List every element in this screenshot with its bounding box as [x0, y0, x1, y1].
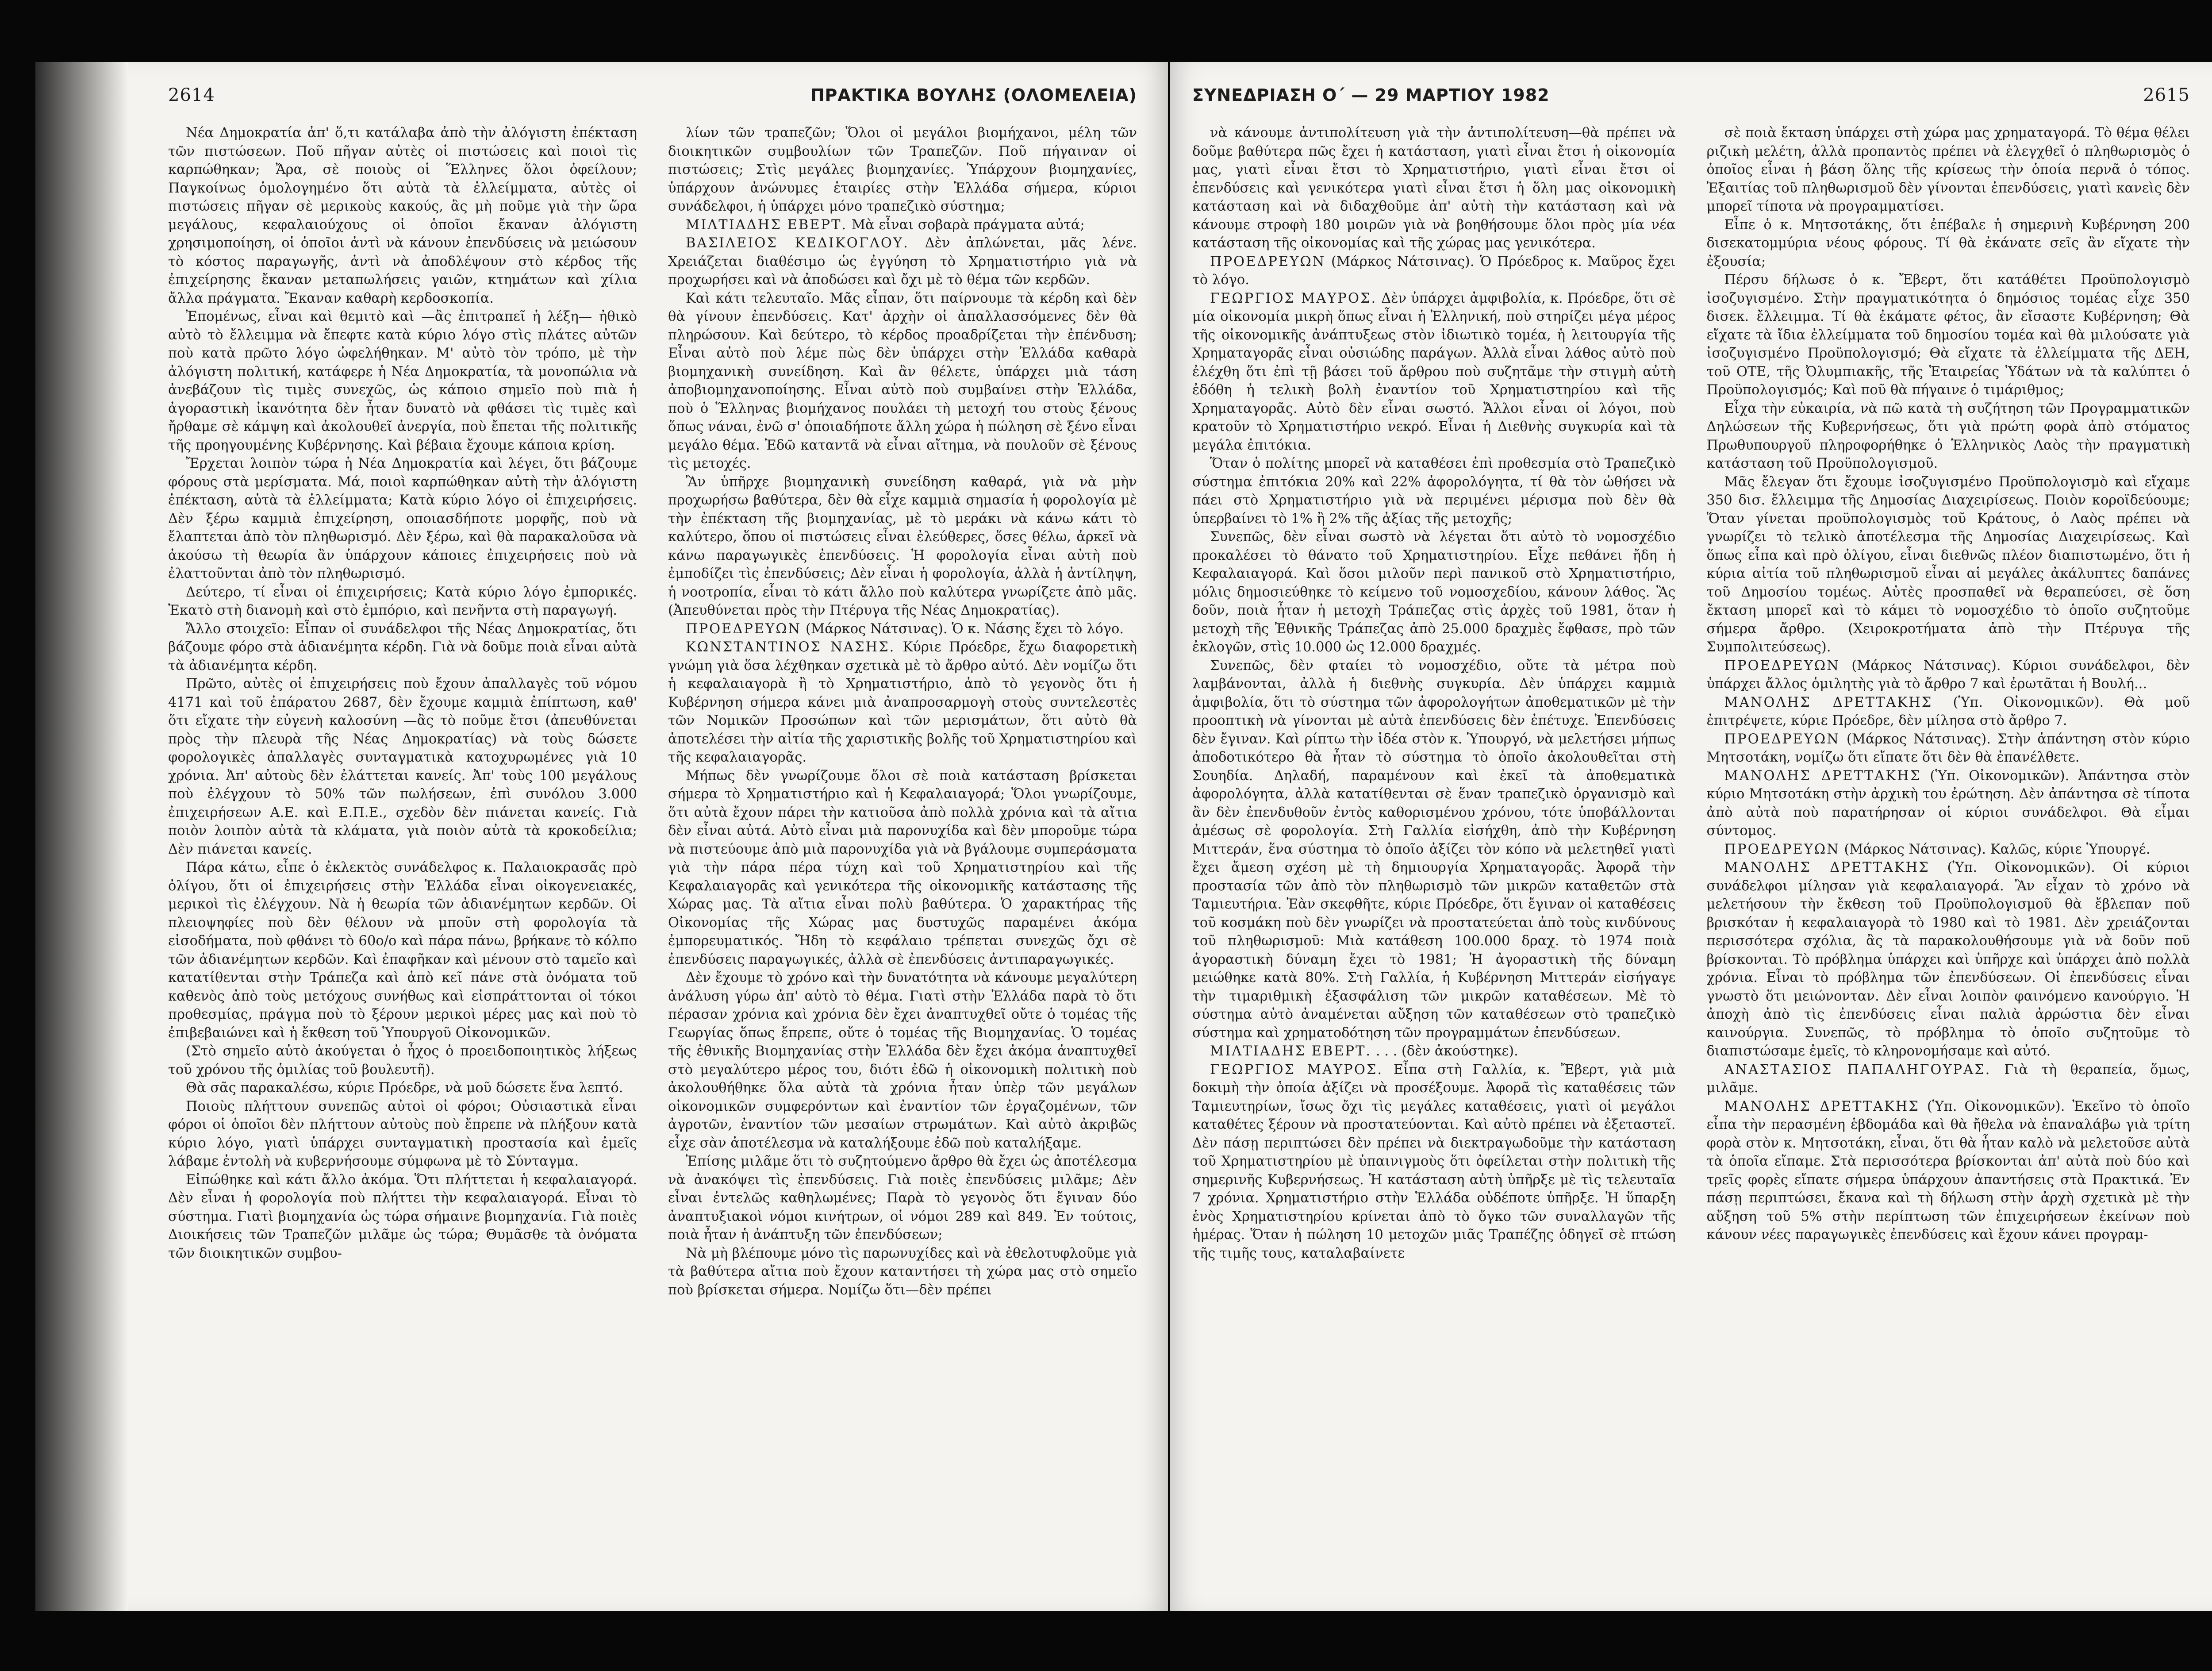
paragraph-text: Καὶ κάτι τελευταῖο. Μᾶς εἶπαν, ὅτι παίρνουμε τὰ κέρδη καὶ δὲν θὰ γίνουν ἐπενδύσεις. Κατ' ἀρχὴν οἱ ἀπαλλασσόμενες δὲν θὰ πληρώσουν. Καὶ δεύτερο, τὸ κέρδος προαδρίζεται τὴν ἐπένδυση; Εἶναι αὐτὸ ποὺ λέμε πὼς δὲν ὑπάρχει στὴν Ἑλλάδα καθαρὰ βιομηχανικὴ συνείδηση. Καὶ ἂν θέλετε, ὑπάρχει μιὰ τάση ἀποβιομηχανοποίησης. Εἶναι αὐτὸ ποὺ συμβαίνει στὴν Ἑλλάδα, ποὺ ὁ Ἕλληνας βιομήχανος πουλάει τὴ μετοχή του στοὺς ξένους ὅπως νάναι, ἐνῶ σ' ὁποιαδήποτε ἄλλη χώρα ἡ πώληση σὲ ξένο εἶναι μεγάλο θέμα. Ἐδῶ καταντᾶ νὰ εἶναι αἴτημα, νὰ πουλοῦν σὲ ξένους τὶς μετοχές.	[668, 290, 1137, 471]
paragraph-text: Εἶπα στὴ Γαλλία, κ. Ἔβερτ, γιὰ μιὰ δοκιμὴ τὴν ὁποία ἀξίζει νὰ προσέξουμε. Ἀφορᾶ τὶς καταθέσεις τῶν Ταμιευτηρίων, ἴσως ὄχι τὶς μεγάλες καταθέσεις, γιατὶ οἱ μεγάλοι καταθέτες ξέρουν νὰ προστατεύονται. Καὶ αὐτὸ πρέπει νὰ ἐξεταστεῖ. Δὲν πάσῃ περιπτώσει δὲν πρέπει νὰ διεκτραγωδοῦμε τὴν κατάσταση τοῦ Χρηματιστηρίου μὲ ὑπαινιγμοὺς ὅτι ὀφείλεται στὴν πολιτικὴ τῆς σημερινῆς Κυβερνήσεως. Ἡ κατάσταση αὐτὴ ὑπῆρξε μὲ τὶς τελευταῖα 7 χρόνια. Χρηματιστήριο στὴν Ἑλλάδα οὐδέποτε ὑπῆρξε. Ἡ ὕπαρξη ἑνὸς Χρηματιστηρίου κρίνεται ἀπὸ τὸ ὄγκο τῶν συναλλαγῶν τῆς ἡμέρας. Ὅταν ἡ πώληση 10 μετοχῶν μιᾶς Τραπέζης ὁδηγεῖ σὲ πτώση τῆς τιμῆς τους, καταλαβαίνετε	[1192, 1062, 1676, 1261]
text-paragraph	[168, 620, 637, 675]
text-paragraph	[1192, 454, 1676, 528]
paragraph-text: σὲ ποιὰ ἔκταση ὑπάρχει στὴ χώρα μας χρηματαγορά. Τὸ θέμα θέλει ριζικὴ μελέτη, ἀλλὰ προπαντὸς πρέπει νὰ ἐλεγχθεῖ ὁ πληθωρισμὸς ὁ ὁποῖος εἶναι ἡ βάση ὅλης τῆς κρίσεως τὴν ὁποία περνᾶ ὁ τόπος. Ἐξαιτίας τοῦ πληθωρισμοῦ δὲν γίνονται ἐπενδύσεις, γιατὶ κανεὶς δὲν μπορεῖ τίποτα νὰ προγραμματίσει.	[1706, 125, 2190, 214]
right-page-running-title: ΣΥΝΕΔΡΙΑΣΗ Ο΄ — 29 ΜΑΡΤΙΟΥ 1982	[1192, 85, 1550, 105]
speaker-paragraph	[1707, 1061, 2190, 1097]
text-paragraph	[168, 583, 637, 620]
paragraph-text: Πρῶτο, αὐτὲς οἱ ἐπιχειρήσεις ποὺ ἔχουν ἀπαλλαγὲς τοῦ νόμου 4171 καὶ τοῦ ἐπάρατου 2687, δὲν ἔχουμε καμμιὰ ἐπίπτωση, καθ' ὅτι εἴχατε τὴν εὐγενὴ καλοσύνη —ἂς τὸ ποῦμε ἔτσι (ἀπευθύνεται πρὸς τὴν πλευρὰ τῆς Νέας Δημοκρατίας) νὰ τοὺς δώσετε φορολογικὲς ἀπαλλαγὲς συνταγματικὰ κατοχυρωμένες γιὰ 10 χρόνια. Ἀπ' αὐτοὺς δὲν ἐλάττεται κανείς. Ἀπ' τοὺς 100 μεγάλους ποὺ ἐλέγχουν τὸ 50% τῶν πωλήσεων, ἐπὶ συνόλου 3.000 ἐπιχειρήσεων Α.Ε. καὶ Ε.Π.Ε., σχεδὸν δὲν πιάνεται κανείς. Γιὰ ποιὸν λοιπὸν αὐτὰ τὰ κλάματα, γιὰ ποιὸν αὐτὰ τὰ κροκοδείλια; Δὲν πιάνεται κανείς.	[168, 676, 637, 857]
text-paragraph	[168, 1097, 637, 1171]
left-page-column-2	[668, 124, 1137, 1575]
paragraph-text: Δὲν ἀπλώνεται, μᾶς λένε. Χρειάζεται διαθέσιμο ὡς ἐγγύηση τὸ Χρηματιστήριο γιὰ νὰ προχωρήσει καὶ νὰ ἀποδώσει καὶ ὄχι μὲ τὸ θέμα τῶν κερδῶν.	[668, 235, 1137, 288]
paragraph-text: . . . (δὲν ἀκούστηκε).	[1375, 1043, 1518, 1059]
text-paragraph	[168, 859, 637, 1042]
right-page-column-2	[1707, 124, 2190, 1575]
speaker-paragraph	[1707, 693, 2190, 730]
text-paragraph	[668, 289, 1137, 473]
paragraph-text: Θὰ σᾶς παρακαλέσω, κύριε Πρόεδρε, νὰ μοῦ δώσετε ἕνα λεπτό.	[186, 1080, 623, 1096]
left-page-column-1	[168, 124, 637, 1575]
text-paragraph	[168, 454, 637, 583]
paragraph-text: Ἐπίσης μιλᾶμε ὅτι τὸ συζητούμενο ἄρθρο θὰ ἔχει ὡς ἀποτέλεσμα νὰ ἀνακόψει τὶς ἐπενδύσεις. Γιὰ ποιὲς ἐπενδύσεις μιλᾶμε; Δὲν εἶναι ἐντελῶς καθηλωμένες; Παρὰ τὸ γεγονὸς ὅτι ἔγιναν δύο ἀναπτυξιακοὶ νόμοι κινήτρων, οἱ νόμοι 289 καὶ 849. Ἐν τούτοις, ποιὰ ἦταν ἡ ἀνάπτυξη τῶν ἐπενδύσεων;	[668, 1154, 1137, 1243]
paragraph-text: Γιὰ τὴ θεραπεία, ὅμως, μιλᾶμε.	[1706, 1062, 2190, 1096]
left-page-running-title: ΠΡΑΚΤΙΚΑ ΒΟΥΛΗΣ (ΟΛΟΜΕΛΕΙΑ)	[810, 85, 1137, 105]
speaker-name: ΠΡΟΕΔΡΕΥΩΝ	[686, 621, 802, 637]
text-paragraph	[168, 1042, 637, 1079]
paragraph-text: Ἔρχεται λοιπὸν τώρα ἡ Νέα Δημοκρατία καὶ λέγει, ὅτι βάζουμε φόρους στὰ μερίσματα. Μά, ποιοὶ καρπώθηκαν αὐτὴ τὴν ἀλόγιστη ἐπέκταση, αὐτὰ τὰ ἐλλείμματα; Κατὰ κύριο λόγο οἱ ἐπιχειρήσεις. Δὲν ξέρω καμμιὰ ἐπιχείρηση, οποιασδήποτε μορφῆς, ποὺ νὰ ἔλαπτεται ἀπὸ τὸν πληθωρισμό. Δὲν ξέρω, καὶ θὰ παρακαλοῦσα νὰ ἀκούσω τὴ θεωρία ἂν ὑπάρχουν κάποιες ἐπιχειρήσεις ποὺ νὰ ἐλαττοῦνται ἀπὸ τὸν πληθωρισμό.	[168, 456, 637, 581]
paragraph-text: Κύριε Πρόεδρε, ἔχω διαφορετικὴ γνώμη γιὰ ὅσα λέχθηκαν σχετικὰ μὲ τὸ ἄρθρο αὐτό. Δὲν νομίζω ὅτι ἡ κεφαλαιαγορὰ ἢ τὸ Χρηματιστήριο, ἀπὸ τὸ γεγονὸς ὅτι ἡ Κυβέρνηση σήμερα κάνει μιὰ ἀναπροσαρμογὴ στοὺς συντελεστὲς τῶν Νομικῶν Προσώπων καὶ τῶν μερισμάτων, ὅτι αὐτὸ θὰ ἀποτελέσει τὴν αἰτία τῆς χαριστικῆς βολῆς τοῦ Χρηματιστηρίου καὶ τῆς κεφαλαιαγορᾶς.	[668, 639, 1137, 765]
text-paragraph	[168, 308, 637, 454]
paragraph-text: Δεύτερο, τί εἶναι οἱ ἐπιχειρήσεις; Κατὰ κύριο λόγο ἐμπορικές. Ἐκατὸ στὴ διανομὴ καὶ στὸ ἐμπόριο, καὶ πενῆντα στὴ παραγωγή.	[168, 584, 637, 618]
speaker-name: ΜΙΛΤΙΑΔΗΣ ΕΒΕΡΤ.	[1210, 1043, 1372, 1059]
speaker-name: ΓΕΩΡΓΙΟΣ ΜΑΥΡΟΣ.	[1210, 1062, 1383, 1078]
speaker-paragraph	[1192, 289, 1676, 455]
paragraph-text: Ὅταν ὁ πολίτης μπορεῖ νὰ καταθέσει ἐπὶ προθεσμία στὸ Τραπεζικὸ σύστημα ἐπιτόκια 20% καὶ 22% ἀφορολόγητα, τί θὰ τὸν ὠθήσει νὰ πάει στὸ Χρηματιστήριο γιὰ νὰ περιμένει μέρισμα ποὺ δὲν θὰ ὑπερβαίνει τὸ 1% ἢ 2% τῆς ἀξίας τῆς μετοχῆς;	[1192, 456, 1676, 527]
speaker-name: ΜΑΝΟΛΗΣ ΔΡΕΤΤΑΚΗΣ	[1724, 768, 1921, 784]
text-paragraph	[1707, 473, 2190, 657]
paragraph-text: Εἰπώθηκε καὶ κάτι ἄλλο ἀκόμα. Ὅτι πλήττεται ἡ κεφαλαιαγορά. Δὲν εἶναι ἡ φορολογία ποὺ πλήττει τὴν κεφαλαιαγορά. Εἶναι τὸ σύστημα. Γιατὶ βιομηχανία ὡς τώρα σήμαινε βιομηχανία. Γιὰ ποιὲς Διοικήσεις τῶν Τραπεζῶν μιλᾶμε ὡς τώρα; Θυμᾶσθε τὰ ὀνόματα τῶν διοικητικῶν συμβου-	[168, 1172, 637, 1261]
paragraph-text: (Στὸ σημεῖο αὐτὸ ἀκούγεται ὁ ἦχος ὁ προειδοποιητικὸς λήξεως τοῦ χρόνου τῆς ὁμιλίας τοῦ βουλευτῆ).	[168, 1043, 637, 1078]
speaker-paragraph	[668, 620, 1137, 639]
speaker-name: ΑΝΑΣΤΑΣΙΟΣ ΠΑΠΑΛΗΓΟΥΡΑΣ.	[1724, 1062, 1991, 1078]
left-page-header	[168, 85, 1137, 112]
text-paragraph	[168, 1079, 637, 1097]
speaker-name: ΚΩΝΣΤΑΝΤΙΝΟΣ ΝΑΣΗΣ.	[686, 639, 895, 655]
left-page-columns	[168, 124, 1137, 1575]
speaker-paragraph	[668, 638, 1137, 767]
text-paragraph	[668, 1244, 1137, 1300]
paragraph-text: Ποιοὺς πλήττουν συνεπῶς αὐτοὶ οἱ φόροι; Οὐσιαστικὰ εἶναι φόροι οἱ ὁποῖοι δὲν πλήττουν αὐτοὺς ποὺ ἔπρεπε νὰ πλήξουν κατὰ κύριο λόγο, γιατὶ ὑπάρχει συνταγματικὴ προστασία καὶ ἐμεῖς λάβαμε ἐντολὴ νὰ κυβερνήσουμε σύμφωνα μὲ τὸ Σύνταγμα.	[168, 1098, 637, 1169]
speaker-paragraph	[668, 216, 1137, 235]
speaker-name: ΜΑΝΟΛΗΣ ΔΡΕΤΤΑΚΗΣ	[1724, 1098, 1920, 1114]
paragraph-text: Πάρα κάτω, εἶπε ὁ ἐκλεκτὸς συνάδελφος κ. Παλαιοκρασᾶς πρὸ ὀλίγου, ὅτι οἱ ἐπιχειρήσεις στὴν Ἑλλάδα εἶναι οἰκογενειακές, μερικοὶ τὶς ἐλέγχουν. Νὰ ἡ θεωρία τῶν ἀδιανέμητων κερδῶν. Οἱ πλειοψηφίες ποὺ δὲν θέλουν νὰ μποῦν στὴ φορολογία τὰ εἰσοδήματα, ποὺ φθάνει τὸ 60ο/ο καὶ πάρα πάνω, βρήκανε τὸ κόλπο τῶν ἀδιανέμητων κερδῶν. Καὶ ἐπαφῆκαν καὶ μένουν στὸ ταμεῖο καὶ κατατίθενται στὴν Τράπεζα καὶ ἀπὸ κεῖ πάνε στὰ ὀνόματα τοῦ καθενὸς ἀπὸ τοὺς μετόχους συνήθως καὶ εἰσπράττονται οἱ τόκοι προθεσμίας, πράγμα ποὺ τὸ ξέρουν μερικοὶ μέρες μας καὶ ποὺ τὸ ἐπιβεβαιώνει καὶ ἡ ἔκθεση τοῦ Ὑπουργοῦ Οἰκονομικῶν.	[168, 860, 637, 1041]
text-paragraph	[1707, 400, 2190, 473]
text-paragraph	[1192, 528, 1676, 657]
left-page	[35, 62, 1168, 1611]
paragraph-text: Νὰ μὴ βλέπουμε μόνο τὶς παρωνυχίδες καὶ νὰ ἐθελοτυφλοῦμε γιὰ τὰ βαθύτερα αἴτια ποὺ ἔχουν καταντήσει τὴ χώρα μας στὸ σημεῖο ποὺ βρίσκεται σήμερα. Νομίζω ὅτι—δὲν πρέπει	[668, 1245, 1137, 1298]
text-paragraph	[1707, 216, 2190, 271]
speaker-name: ΓΕΩΡΓΙΟΣ ΜΑΥΡΟΣ.	[1210, 290, 1377, 306]
text-paragraph	[168, 124, 637, 308]
paragraph-text: (Ὑπ. Οἰκονομικῶν). Ἀπάντησα στὸν κύριο Μητσοτάκη στὴν ἀρχικὴ του ἐρώτηση. Δὲν ἀπάντησα σὲ τίποτα ἀπὸ αὐτὰ ποὺ παρατήρησαν οἱ κύριοι συνάδελφοι. Θὰ εἶμαι σύντομος.	[1706, 768, 2190, 839]
paragraph-text: (Ὑπ. Οἰκονομικῶν). Θὰ μοῦ ἐπιτρέψετε, κύριε Πρόεδρε, δὲν μίλησα στὸ ἄρθρο 7.	[1706, 694, 2190, 728]
text-paragraph	[1707, 124, 2190, 216]
speaker-name: ΠΡΟΕΔΡΕΥΩΝ	[1724, 658, 1840, 674]
speaker-paragraph	[1707, 730, 2190, 767]
page-binding-shadow	[35, 62, 128, 1611]
paragraph-text: (Μάρκος Νάτσινας). Κύριοι συνάδελφοι, δὲν ὑπάρχει ἄλλος ὁμιλητὴς γιὰ τὸ ἄρθρο 7 καὶ ἐρωτᾶται ἡ Βουλή...	[1706, 658, 2190, 692]
paragraph-text: (Μάρκος Νάτσινας). Στὴν ἀπάντηση στὸν κύριο Μητσοτάκη, νομίζω ὅτι εἴπατε ὅτι δὲν θὰ ἐπανέλθετε.	[1706, 731, 2190, 765]
text-paragraph	[1707, 271, 2190, 400]
paragraph-text: Εἶχα τὴν εὐκαιρία, νὰ πῶ κατὰ τὴ συζήτηση τῶν Προγραμματικῶν Δηλώσεων τῆς Κυβερνήσεως, ὅτι γιὰ πρώτη φορὰ ἀπὸ στόματος Πρωθυπουργοῦ πληροφορήθηκε ὁ Ἑλληνικὸς Λαὸς τὴν πραγματικὴ κατάσταση τοῦ Προϋπολογισμοῦ.	[1706, 400, 2190, 471]
right-page-column-1	[1192, 124, 1676, 1575]
paragraph-text: Μᾶς ἔλεγαν ὅτι ἔχουμε ἰσοζυγισμένο Προϋπολογισμὸ καὶ εἴχαμε 350 δισ. ἔλλειμμα τῆς Δημοσίας Διαχειρίσεως. Ποιὸν κοροϊδεύουμε; Ὅταν γίνεται προϋπολογισμὸς τοῦ Κράτους, ὁ Λαὸς πρέπει νὰ γνωρίζει τὸ τελικὸ ἀποτέλεσμα τῆς Δημοσίας Διαχειρίσεως. Καὶ ὅπως εἶπα καὶ πρὸ ὀλίγου, εἶναι διεθνῶς πλέον διαπιστωμένο, ὅτι ἡ κύρια αἰτία τοῦ πληθωρισμοῦ εἶναι αἱ μεγάλες ἀκάλυπτες δαπάνες τοῦ Δημοσίου τομέως. Αὐτὲς προσπαθεῖ νὰ θεραπεύσει, σὲ ὅση ἔκταση μπορεῖ καὶ τὸ κάμει τὸ νομοσχέδιο τὸ ὁποῖο συζητοῦμε σήμερα ἄρθρο. (Χειροκροτήματα ἀπὸ τὴν Πτέρυγα τῆς Συμπολιτεύσεως).	[1706, 474, 2190, 655]
speaker-name: ΜΙΛΤΙΑΔΗΣ ΕΒΕΡΤ.	[686, 217, 848, 233]
speaker-paragraph	[1707, 1097, 2190, 1244]
paragraph-text: λίων τῶν τραπεζῶν; Ὅλοι οἱ μεγάλοι βιομήχανοι, μέλη τῶν διοικητικῶν συμβουλίων τῶν Τραπεζῶν. Ποῦ πήγαιναν οἱ πιστώσεις; Στὶς μεγάλες βιομηχανίες. Ὑπάρχουν βιομηχανίες, ὑπάρχουν ἀνώνυμες ἑταιρίες στὴν Ἑλλάδα σήμερα, κύριοι συνάδελφοι, ἡ ὑπάρχει μόνο τραπεζικὸ σύστημα;	[668, 125, 1137, 214]
right-page-number: 2615	[2143, 85, 2190, 105]
speaker-paragraph	[1192, 1042, 1676, 1061]
text-paragraph	[168, 675, 637, 859]
paragraph-text: Ἂν ὑπῆρχε βιομηχανικὴ συνείδηση καθαρά, γιὰ νὰ μὴν προχωρήσω βαθύτερα, δὲν θὰ εἶχε καμμιὰ σημασία ἡ φορολογία μὲ τὴν ἐπέκταση τῆς βιομηχανίας, μὲ τὸ μεράκι νὰ κάνω κάτι τὸ καλύτερο, ὅπου οἱ πιστώσεις εἶναι ἐλεύθερες, ὅσες θέλω, ἀρκεῖ νὰ κάνω παραγωγικὲς ἐπενδύσεις. Ἡ φορολογία εἶναι αὐτὴ ποὺ ἐμποδίζει τὶς ἐπενδύσεις; Δὲν εἶναι ἡ φορολογία, ἀλλὰ ἡ ἀντίληψη, ἡ νοοτροπία, εἶναι τὸ κάτι ἄλλο ποὺ καλύτερα γνωρίζετε ἀπὸ μᾶς. (Ἀπευθύνεται πρὸς τὴν Πτέρυγα τῆς Νέας Δημοκρατίας).	[668, 474, 1137, 618]
text-paragraph	[668, 473, 1137, 620]
speaker-name: ΜΑΝΟΛΗΣ ΔΡΕΤΤΑΚΗΣ	[1724, 694, 1933, 710]
paragraph-text: Ἐπομένως, εἶναι καὶ θεμιτὸ καὶ —ἂς ἐπιτραπεῖ ἡ λέξη— ἠθικὸ αὐτὸ τὸ ἔλλειμμα νὰ ἔπεφτε κατὰ κύριο λόγο στὶς πλάτες αὐτῶν ποὺ κατὰ πρῶτο λόγο ὠφελήθηκαν. Μ' αὐτὸ τὸν τρόπο, μὲ τὴν ἀλόγιστη πολιτική, κατάφερε ἡ Νέα Δημοκρατία, τὰ μονοπώλια νὰ ἀνεβάζουν τὶς τιμὲς συνεχῶς, ὡς κάποιο σημεῖο ποὺ πιὰ ἡ ἀγοραστικὴ ἱκανότητα δὲν ἦταν δυνατὸ νὰ φθάσει τὶς τιμὲς καὶ ἤρθαμε σὲ κάμψη καὶ ἀκολουθεῖ ἀνεργία, ποὺ ἔπεται τῆς πολιτικῆς τῆς προηγουμένης Κυβέρνησης. Καὶ βέβαια ἔχουμε κάποια κρίση.	[168, 309, 637, 453]
speaker-paragraph	[1192, 253, 1676, 289]
text-paragraph	[668, 1152, 1137, 1244]
speaker-paragraph	[1707, 657, 2190, 693]
right-page-columns	[1192, 124, 2190, 1575]
paragraph-text: (Μάρκος Νάτσινας). Καλῶς, κύριε Ὑπουργέ.	[1844, 841, 2151, 857]
paragraph-text: (Ὑπ. Οἰκονομικῶν). Οἱ κύριοι συνάδελφοι μίλησαν γιὰ κεφαλαιαγορά. Ἂν εἶχαν τὸ χρόνο νὰ μελετήσουν τὴν ἔκθεση τοῦ Προϋπολογισμοῦ θὰ ἔβλεπαν ποῦ βρισκόταν ἡ κεφαλαιαγορὰ τὸ 1980 καὶ τὸ 1981. Δὲν χρειάζονται περισσότερα σχόλια, ἂς τὰ παρακολουθήσουμε γιὰ νὰ δοῦν ποῦ βρίσκονται. Τὸ πρόβλημα ὑπάρχει καὶ ὑπῆρχε καὶ ὑπάρχει ἀπὸ πολλὰ χρόνια. Εἶναι τὸ πρόβλημα τῶν ἐπενδύσεων. Οἱ ἐπενδύσεις εἶναι γνωστὸ ὅτι μειώνονταν. Δὲν εἶναι λοιπὸν φαινόμενο κανούργιο. Ἡ ἀποχὴ ἀπὸ τὶς ἐπενδύσεις εἶναι παλιὰ ἀρρώστια δὲν εἶναι καινούργια. Συνεπῶς, τὸ πρόβλημα τὸ ὁποῖο συζητοῦμε τὸ διαπιστώσαμε ἐμεῖς, τὸ κληρονομήσαμε καὶ αὐτό.	[1706, 860, 2190, 1059]
paragraph-text: Μήπως δὲν γνωρίζουμε ὅλοι σὲ ποιὰ κατάσταση βρίσκεται σήμερα τὸ Χρηματιστήριο καὶ ἡ Κεφαλαιαγορά; Ὅλοι γνωρίζουμε, ὅτι αὐτὰ ἔχουν πάρει τὴν κατιοῦσα ἀπὸ πολλὰ χρόνια καὶ τὰ αἴτια δὲν εἶναι αὐτά. Αὐτὸ εἶναι μιὰ παρονυχίδα καὶ δὲν μποροῦμε τώρα νὰ πιστεύουμε ἀπὸ μιὰ παρονυχίδα γιὰ νὰ βγάλουμε συμπεράσματα γιὰ τὴν πάρα πέρα τύχη καὶ τοῦ Χρηματιστηρίου καὶ τῆς Κεφαλαιαγορᾶς καὶ γενικότερα τῆς οἰκονομικῆς κατάστασης τῆς Χώρας μας. Τὰ αἴτια εἶναι πολὺ βαθύτερα. Ὁ χαρακτήρας τῆς Οἰκονομίας τῆς Χώρας μας δυστυχῶς παραμένει ἀκόμα ἐμπορευματικός. Ἤδη τὸ κεφάλαιο τρέπεται συνεχῶς ὄχι σὲ ἐπενδύσεις παραγωγικές, ἀλλὰ σὲ ἐπενδύσεις ἀντιπαραγωγικές.	[668, 768, 1137, 967]
text-paragraph	[668, 124, 1137, 216]
text-paragraph	[1192, 124, 1676, 253]
speaker-name: ΠΡΟΕΔΡΕΥΩΝ	[1724, 731, 1840, 747]
right-page	[1170, 62, 2212, 1611]
left-page-number: 2614	[168, 85, 215, 105]
speaker-paragraph	[1192, 1061, 1676, 1263]
paragraph-text: Συνεπῶς, δὲν φταίει τὸ νομοσχέδιο, οὔτε τὰ μέτρα ποὺ λαμβάνονται, ἀλλὰ ἡ διεθνὴς συγκυρία. Δὲν ὑπάρχει καμμιὰ ἀμφιβολία, ὅτι τὸ σύστημα τῶν ἀφορολογήτων ἀποθεματικῶν μὲ τὴν προοπτικὴ νὰ γίνονται μὲ αὐτὰ ἐπενδύσεις δὲν ἐπέτυχε. Ἐπενδύσεις δὲν ἔγιναν. Καὶ ρίπτω τὴν ἰδέα στὸν κ. Ὑπουργό, νὰ μελετήσει μήπως ἀποδοτικότερο θὰ ἦταν τὸ σύστημα τὸ ὁποῖο ἀκολουθεῖται στὴ Σουηδία. Δηλαδή, παραμένουν καὶ ἐκεῖ τὰ ἀποθεματικὰ ἀφορολόγητα, ἀλλὰ κατατίθενται σὲ ἕναν τραπεζικὸ ὀργανισμὸ καὶ ἂν δὲν ἐπενδυθοῦν ἐντὸς καθορισμένου χρόνου, τότε ὑποβάλλονται ἀμέσως σὲ φορολογία. Στὴ Γαλλία εἰσήχθη, ἀπὸ τὴν Κυβέρνηση Μιττεράν, ἕνα σύστημα τὸ ὁποῖο ἀξίζει τὸν κόπο νὰ μελετηθεῖ γιατὶ ἔχει ἄμεση σχέση μὲ τὴ δημιουργία Χρηματαγορᾶς. Ἀφορᾶ τὴν προστασία τῶν ἀπὸ τὸν πληθωρισμὸ τῶν μικρῶν καταθετῶν στὰ Ταμιευτήρια. Ἐὰν σκεφθῆτε, κύριε Πρόεδρε, ὅτι ἔγιναν οἱ καταθέσεις τοῦ κοσμάκη ποὺ δὲν γνωρίζει νὰ προστατεύεται ἀπὸ τοὺς κινδύνους τοῦ πληθωρισμοῦ: Μιὰ κατάθεση 100.000 δραχ. τὸ 1974 ποιὰ ἀγοραστικὴ δύναμη ἔχει τὸ 1981; Ἡ ἀγοραστικὴ τῆς δύναμη μειώθηκε κατὰ 80%. Στὴ Γαλλία, ἡ Κυβέρνηση Μιττεράν εἰσήγαγε τὴν τιμαριθμικὴ ἐξασφάλιση τῶν μικρῶν καταθέσεων. Μὲ τὸ σύστημα αὐτὸ ἀναμένεται αὔξηση τῶν καταθέσεων στὸ τραπεζικὸ σύστημα καὶ χρηματοδότηση τῶν προγραμμάτων ἐπενδύσεων.	[1192, 658, 1676, 1041]
paragraph-text: Νέα Δημοκρατία ἀπ' ὅ,τι κατάλαβα ἀπὸ τὴν ἀλόγιστη ἐπέκταση τῶν πιστώσεων. Ποῦ πῆγαν αὐτὲς οἱ πιστώσεις καὶ ποιοὶ τὶς καρπώθηκαν; Ἄρα, σὲ ποιοὺς οἱ Ἕλληνες ὅλοι ὀφείλουν; Παγκοίνως ὁμολογημένο ὅτι αὐτὰ τὰ ἐλλείμματα, αὐτὲς οἱ πιστώσεις πῆγαν σὲ μερικοὺς κακούς, ἂς μὴ ποῦμε γιὰ τὴν ὥρα μεγάλους, κεφαλαιούχους οἱ ὁποῖοι ἔκαναν ἀλόγιστη χρησιμοποίηση, οἱ ὁποῖοι ἀντὶ νὰ κάνουν ἐπενδύσεις νὰ μειώσουν τὸ κόστος παραγωγῆς, ἀντὶ νὰ ἀποδλέψουν στὸ κέρδος τῆς ἐπιχείρησης ἔκαναν μεταπωλήσεις γαιῶν, κτημάτων καὶ χίλια ἄλλα πράγματα. Ἔκαναν καθαρὴ κερδοσκοπία.	[168, 125, 637, 306]
speaker-name: ΜΑΝΟΛΗΣ ΔΡΕΤΤΑΚΗΣ	[1724, 860, 1930, 875]
speaker-paragraph	[1707, 859, 2190, 1061]
speaker-paragraph	[1707, 767, 2190, 840]
paragraph-text: Ἄλλο στοιχεῖο: Εἶπαν οἱ συνάδελφοι τῆς Νέας Δημοκρατίας, ὅτι βάζουμε φόρο στὰ ἀδιανέμητα κέρδη. Γιὰ νὰ δοῦμε ποιὰ εἶναι αὐτὰ τὰ ἀδιανέμητα κέρδη.	[168, 621, 637, 674]
speaker-paragraph	[668, 234, 1137, 289]
paragraph-text: Εἶπε ὁ κ. Μητσοτάκης, ὅτι ἐπέβαλε ἡ σημερινὴ Κυβέρνηση 200 δισεκατομμύρια νέους φόρους. Τί θὰ ἐκάνατε σεῖς ἂν εἴχατε τὴν ἐξουσία;	[1706, 217, 2190, 270]
paragraph-text: (Μάρκος Νάτσινας). Ὁ κ. Νάσης ἔχει τὸ λόγο.	[806, 621, 1124, 637]
paragraph-text: Δὲν ὑπάρχει ἀμφιβολία, κ. Πρόεδρε, ὅτι σὲ μία οἰκονομία μικρὴ ὅπως εἶναι ἡ Ἑλληνική, ποὺ στηρίζει μέγα μέρος τῆς οἰκονομικῆς ἀνάπτυξεως στὸν ἰδιωτικὸ τομέα, ἡ λειτουργία τῆς Χρηματαγορᾶς εἶναι οὐσιώδης παράγων. Ἀλλὰ εἶναι λάθος αὐτὸ ποὺ ἐλέχθη ὅτι ἐπὶ τῇ βάσει τοῦ ἄρθρου ποὺ συζητᾶμε τὴν στιγμὴ αὐτὴ ἐδόθη ἡ τελικὴ βολὴ ἐναντίον τοῦ Χρηματιστηρίου καὶ τῆς Χρηματαγορᾶς. Αὐτὸ δὲν εἶναι σωστό. Ἄλλοι εἶναι οἱ λόγοι, ποὺ κρατοῦν τὸ Χρηματιστήριο νεκρό. Εἶναι ἡ Διεθνὴς συγκυρία καὶ τὰ μεγάλα ἐπιτόκια.	[1192, 290, 1676, 453]
paragraph-text: (Ὑπ. Οἰκονομικῶν). Ἐκεῖνο τὸ ὁποῖο εἶπα τὴν περασμένη ἑβδομάδα καὶ θὰ ἤθελα νὰ ἐπαναλάβω γιὰ τρίτη φορὰ στὸν κ. Μητσοτάκη, εἶναι, ὅτι θὰ ἦταν καλὸ νὰ μελετοῦσε αὐτὰ τὰ ὁποῖα εἴπαμε. Στὰ περισσότερα βρίσκονται ἀπ' αὐτὰ ποὺ δύο καὶ τρεῖς φορὲς εἴπατε σήμερα ὑπάρχουν ἀπαντήσεις στὰ Πρακτικά. Ἐν πάσῃ περιπτώσει, ἔκανα καὶ τὴ δήλωση στὴν ἀρχὴ σχετικὰ μὲ τὴν αὔξηση τοῦ 5% στὴν περίπτωση τῶν ἐπιχειρήσεων ἐκείνων ποὺ κάνουν νέες παραγωγικὲς ἐπενδύσεις καὶ ἔχουν κάνει προγραμ-	[1706, 1098, 2190, 1243]
text-paragraph	[1192, 657, 1676, 1043]
text-paragraph	[668, 767, 1137, 969]
speaker-paragraph	[1707, 840, 2190, 859]
speaker-name: ΠΡΟΕΔΡΕΥΩΝ	[1724, 841, 1840, 857]
paragraph-text: Πέρσυ δήλωσε ὁ κ. Ἔβερτ, ὅτι κατάθέτει Προϋπολογισμὸ ἰσοζυγισμένο. Στὴν πραγματικότητα ὁ δημόσιος τομέας εἶχε 350 δισεκ. ἔλλειμμα. Τί θὰ ἐκάματε φέτος, ἂν εἴσαστε Κυβέρνηση; Θὰ εἴχατε τὰ ἴδια ἐλλείμματα τοῦ δημοσίου τομέα καὶ θὰ μιλούσατε γιὰ ἰσοζυγισμένο Προϋπολογισμό; Θὰ εἴχατε τὰ ἐλλείμματα τῆς ΔΕΗ, τοῦ ΟΤΕ, τῆς Ὀλυμπιακῆς, τῆς Ἑταιρείας Ὑδάτων νὰ τὰ καλύπτει ὁ Προϋπολογισμός; Καὶ ποῦ θὰ πήγαινε ὁ τιμάριθμος;	[1706, 272, 2190, 398]
paragraph-text: Δὲν ἔχουμε τὸ χρόνο καὶ τὴν δυνατότητα νὰ κάνουμε μεγαλύτερη ἀνάλυση γύρω ἀπ' αὐτὸ τὸ θέμα. Γιατὶ στὴν Ἑλλάδα παρὰ τὸ ὅτι πέρασαν χρόνια καὶ χρόνια δὲν ἔχει ἀναπτυχθεῖ οὔτε ὁ τομέας τῆς Γεωργίας ὅπως ἔπρεπε, οὔτε ὁ τομέας τῆς Βιομηχανίας. Ὁ τομέας τῆς ἐθνικῆς Βιομηχανίας στὴν Ἑλλάδα δὲν ἔχει ἀκόμα ἀναπτυχθεῖ στὸ μεγαλύτερο μέρος του, διότι ἐδῶ ἡ οἰκονομικὴ πολιτικὴ ποὺ ἀκολουθήθηκε ὅλα αὐτὰ τὰ χρόνια ἦταν ὑπὲρ τῶν μεγάλων οἰκονομικῶν συμφερόντων καὶ ἐναντίον τῶν ἐργαζομένων, τῶν ἀγροτῶν, ἐναντίον τῶν μεσαίων στρωμάτων. Καὶ αὐτὸ ἀκριβῶς εἶχε σὰν ἀποτέλεσμα νὰ καταλήξουμε ἐδῶ ποὺ καταλήξαμε.	[668, 970, 1137, 1151]
speaker-name: ΒΑΣΙΛΕΙΟΣ ΚΕΔΙΚΟΓΛΟΥ.	[686, 235, 909, 251]
text-paragraph	[168, 1171, 637, 1263]
paragraph-text: νὰ κάνουμε ἀντιπολίτευση γιὰ τὴν ἀντιπολίτευση—θὰ πρέπει νὰ δοῦμε βαθύτερα πῶς ἔχει ἡ κατάσταση, γιατὶ εἶναι ἔτσι ἡ οἰκονομία μας, γιατὶ εἶναι ἔτσι τὸ Χρηματιστήριο, γιατὶ εἶναι ἔτσι οἱ ἐπενδύσεις καὶ γενικότερα γιατὶ εἶναι ἔτσι ἡ ὅλη μας οἰκονομικὴ κατάσταση καὶ νὰ διδαχθοῦμε ἀπ' αὐτὴ τὴν κατάσταση καὶ νὰ κάνουμε στροφὴ 180 μοιρῶν γιὰ νὰ βοηθήσουμε ὅλοι πρὸς μία νέα κατάσταση τῆς οἰκονομίας καὶ τῆς χώρας μας γενικότερα.	[1192, 125, 1676, 251]
paragraph-text: Μὰ εἶναι σοβαρὰ πράγματα αὐτά;	[851, 217, 1085, 233]
paragraph-text: Συνεπῶς, δὲν εἶναι σωστὸ νὰ λέγεται ὅτι αὐτὸ τὸ νομοσχέδιο προκαλέσει τὸ θάνατο τοῦ Χρηματιστηρίου. Εἶχε πεθάνει ἤδη ἡ Κεφαλαιαγορά. Καὶ ὅσοι μιλοῦν περὶ πανικοῦ στὸ Χρηματιστήριο, μόλις δημοσιεύθηκε τὸ κείμενο τοῦ νομοσχεδίου, κάνουν λάθος. Ἂς δοῦν, ποιὰ ἦταν ἡ μετοχὴ Τράπεζας στὶς ἀρχὲς τοῦ 1981, ὅταν ἡ μετοχὴ τῆς Ἐθνικῆς Τράπεζας ἀπὸ 25.000 δραχμὲς ἔφθασε, πρὸ τῶν ἐκλογῶν, στὶς 10.000 ὡς 12.000 δραχμές.	[1192, 529, 1676, 655]
right-page-header	[1192, 85, 2190, 112]
paragraph-text: (Μάρκος Νάτσινας). Ὁ Πρόεδρος κ. Μαῦρος ἔχει τὸ λόγο.	[1192, 254, 1676, 288]
text-paragraph	[668, 969, 1137, 1152]
speaker-name: ΠΡΟΕΔΡΕΥΩΝ	[1210, 254, 1326, 270]
